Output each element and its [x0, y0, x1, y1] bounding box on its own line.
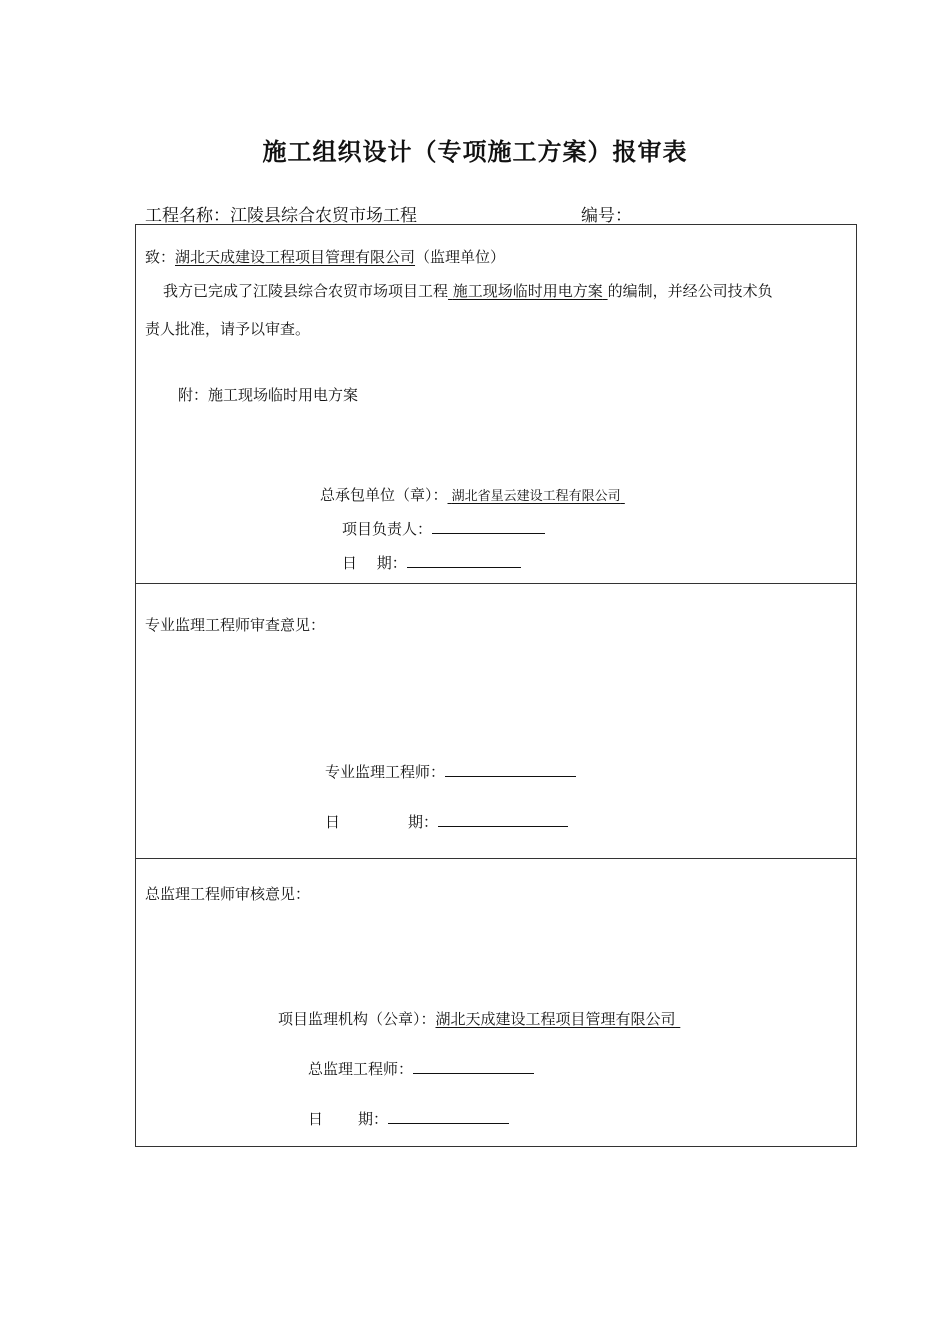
date-line-1	[407, 553, 521, 568]
date-label-3a: 日	[308, 1110, 324, 1128]
page-title: 施工组织设计（专项施工方案）报审表	[262, 137, 688, 166]
attachment-row	[178, 384, 358, 405]
contractor-label: 总承包单位（章）：	[320, 486, 448, 504]
supervisor-role: （监理单位）	[415, 248, 506, 266]
date-line-2	[438, 812, 568, 827]
supervision-org-row	[278, 1008, 680, 1029]
date-label-2a: 日	[325, 813, 341, 831]
addressee-row	[145, 246, 505, 267]
plan-name: 施工现场临时用电方案	[452, 282, 603, 300]
supervision-org-label: 项目监理机构（公章）：	[278, 1010, 436, 1028]
attachment-label: 附：	[178, 386, 209, 404]
date-label-2b: 期：	[408, 813, 439, 831]
date-row-2	[325, 811, 568, 832]
statement-prefix: 我方已完成了江陵县综合农贸市场项目工程	[163, 282, 449, 300]
specialist-engineer-row	[325, 761, 576, 782]
date-line-3	[388, 1109, 509, 1124]
manager-label: 项目负责人：	[342, 520, 433, 538]
project-name-row	[145, 201, 417, 226]
number-label: 编号：	[581, 206, 632, 226]
date-label-3b: 期：	[358, 1110, 389, 1128]
manager-row	[342, 518, 545, 539]
chief-signature-line	[413, 1059, 534, 1074]
date-row-3	[308, 1108, 509, 1129]
project-name-value: 江陵县综合农贸市场工程	[230, 206, 417, 226]
manager-signature-line	[432, 519, 545, 534]
attachment-value: 施工现场临时用电方案	[208, 386, 359, 404]
statement-line-2: 责人批准，请予以审查。	[145, 320, 311, 338]
date-row-1	[342, 552, 521, 573]
chief-engineer-row	[308, 1058, 534, 1079]
specialist-opinion-heading: 专业监理工程师审查意见：	[145, 616, 326, 634]
chief-engineer-label: 总监理工程师：	[308, 1060, 414, 1078]
date-label-1: 日 期：	[342, 554, 407, 572]
contractor-row	[320, 484, 625, 505]
specialist-signature-line	[445, 762, 576, 777]
to-label: 致：	[145, 248, 176, 266]
supervision-org-value: 湖北天成建设工程项目管理有限公司	[435, 1010, 676, 1028]
project-name-label: 工程名称：	[145, 206, 230, 226]
contractor-value: 湖北省星云建设工程有限公司	[451, 489, 621, 504]
supervisor-company: 湖北天成建设工程项目管理有限公司	[175, 248, 416, 266]
chief-opinion-heading: 总监理工程师审核意见：	[145, 885, 311, 903]
statement-line-1	[163, 280, 773, 301]
statement-suffix: 的编制，并经公司技术负	[607, 282, 773, 300]
specialist-engineer-label: 专业监理工程师：	[325, 763, 446, 781]
